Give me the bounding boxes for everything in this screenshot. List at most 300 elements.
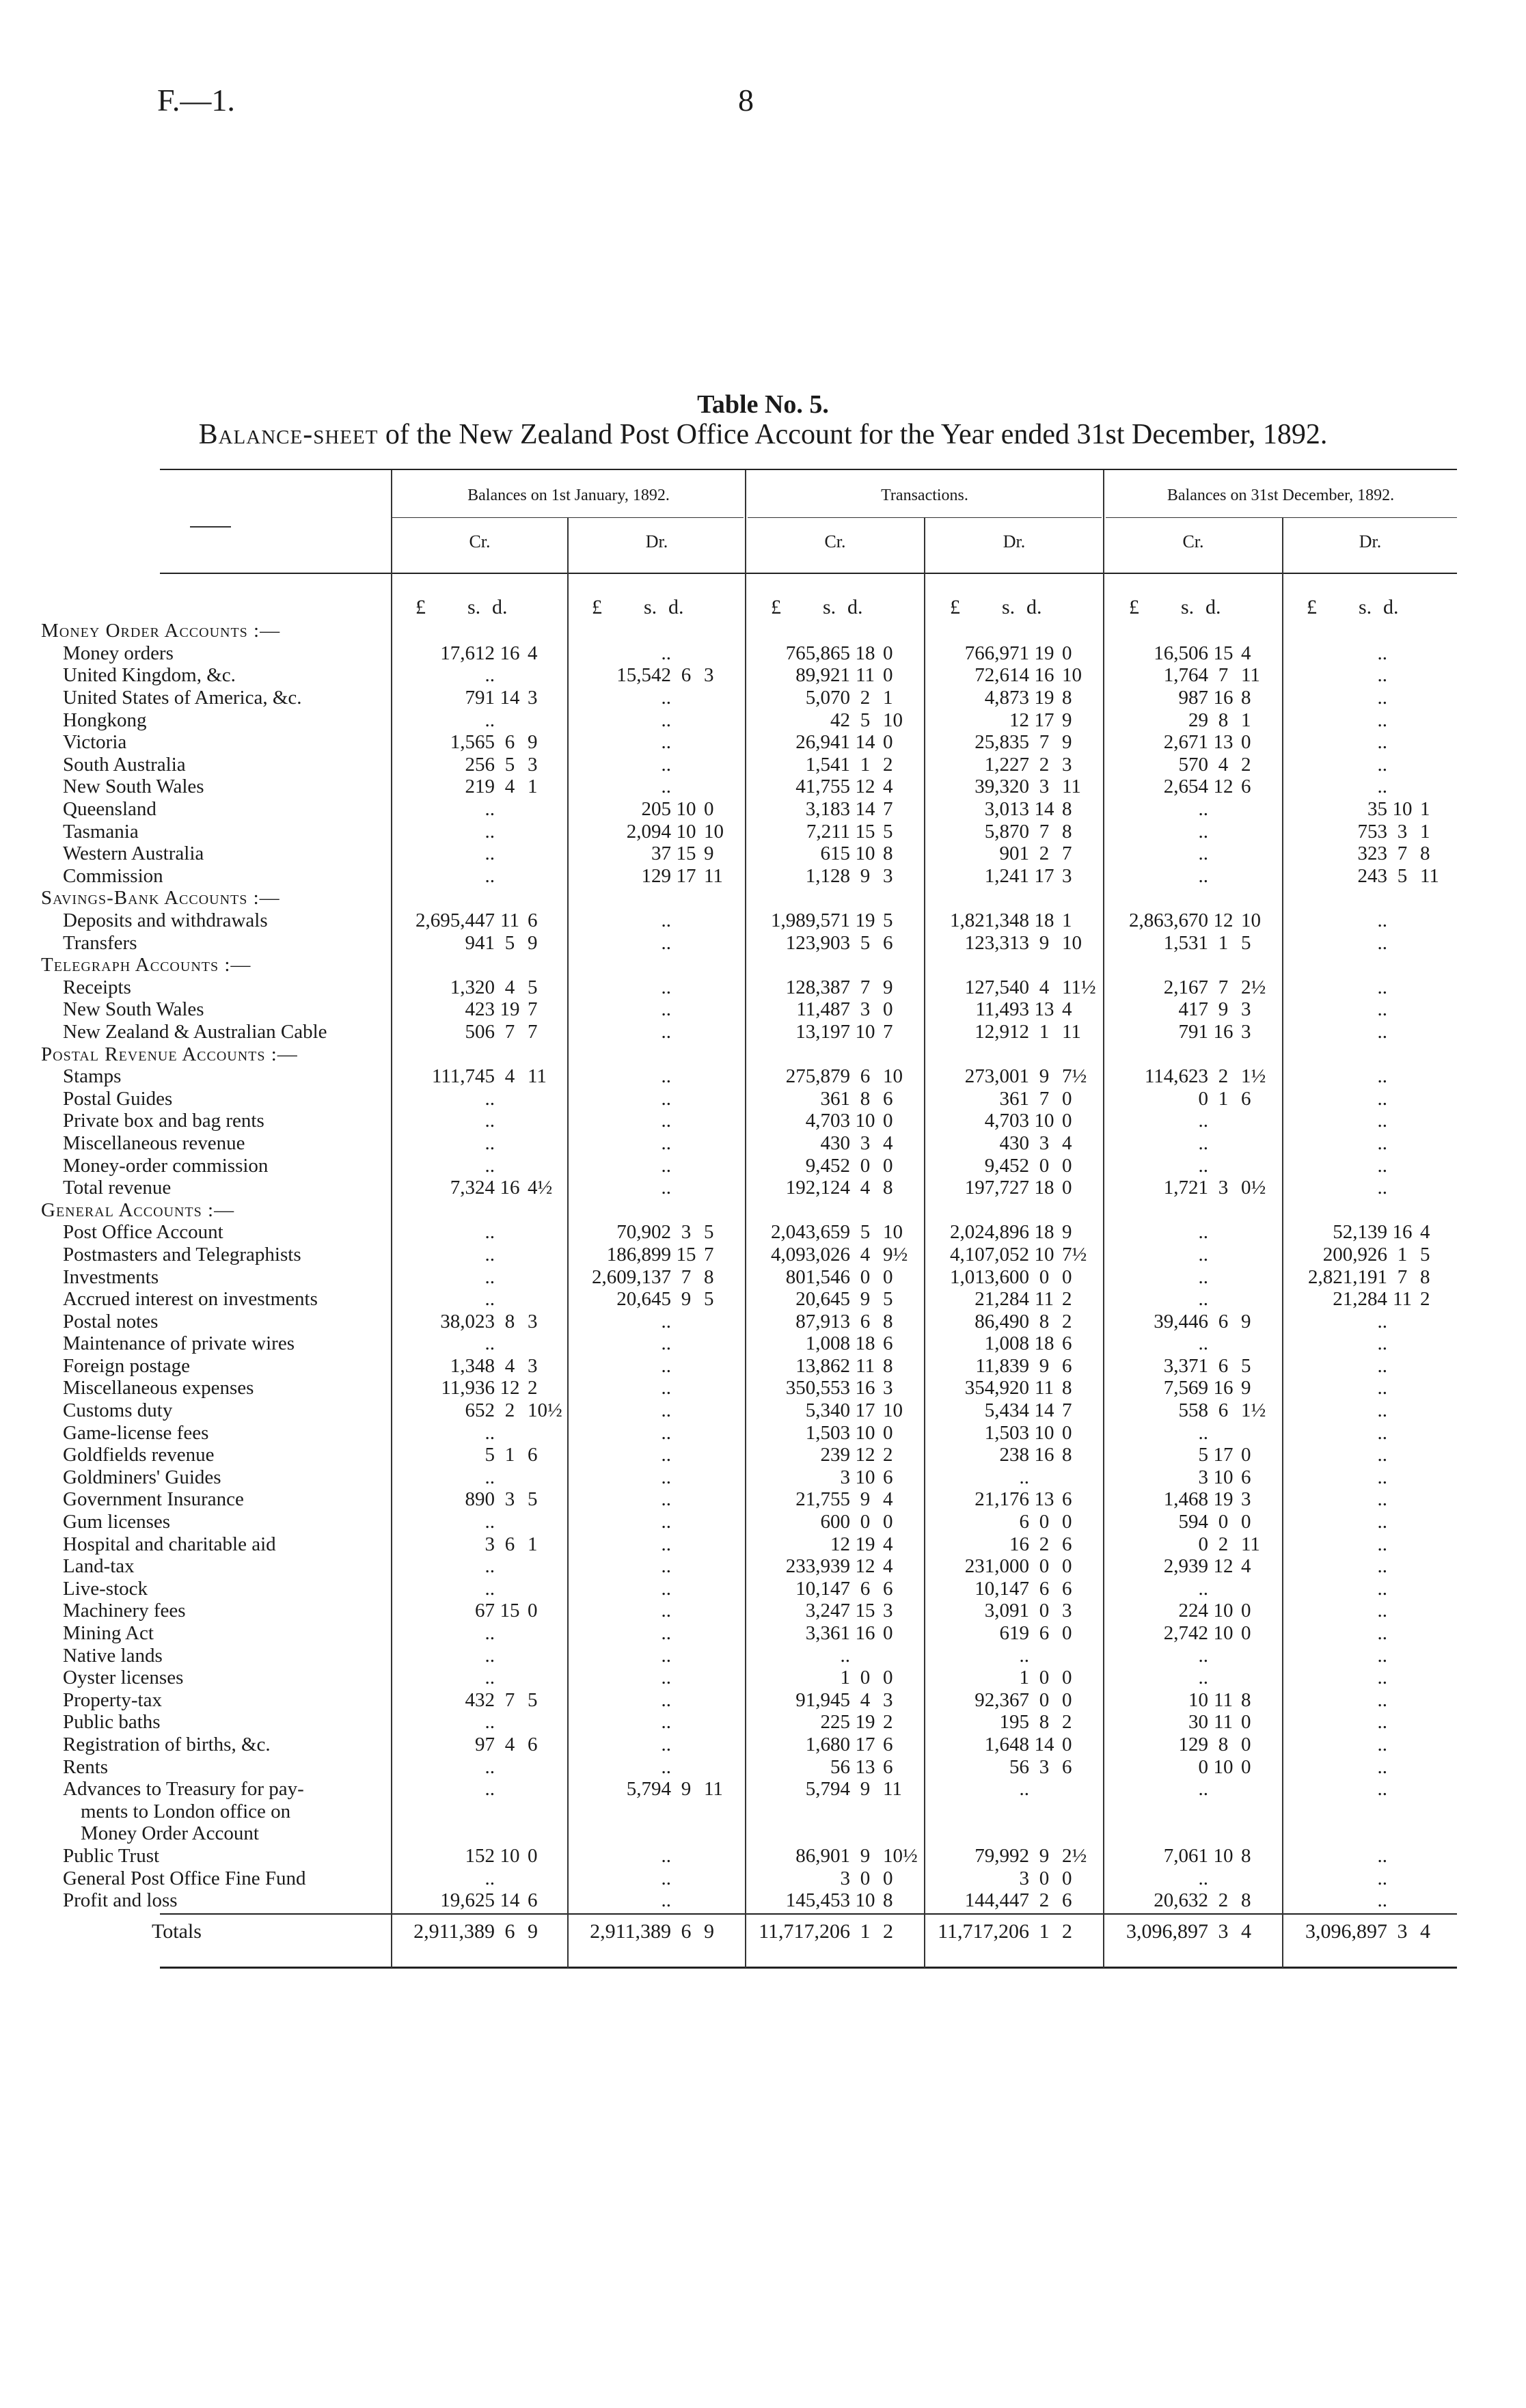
amount-pounds: .. <box>1377 909 1387 932</box>
amount-pence: 6 <box>1062 1533 1072 1555</box>
amount-pence: 0 <box>883 1867 893 1889</box>
amount-shillings: 0 <box>860 1667 871 1689</box>
amount-pence <box>1059 1466 1104 1489</box>
amount-pence <box>701 954 746 976</box>
amount-pence <box>1417 1755 1457 1778</box>
amount-pounds: 205 <box>641 798 671 821</box>
amount-pounds: 1,128 <box>805 864 850 887</box>
amount-shillings: 0 <box>1039 1154 1050 1177</box>
amount-pence <box>1417 754 1457 776</box>
amount-shillings: 19 <box>1213 1488 1234 1511</box>
table-row <box>0 1533 1457 1555</box>
amount-shillings <box>671 1822 701 1845</box>
amount-pence <box>701 1644 746 1667</box>
table-row <box>0 1622 1457 1645</box>
amount-pence <box>1238 1154 1283 1177</box>
amount-pence <box>701 1800 746 1822</box>
amount-pounds: .. <box>661 1466 671 1488</box>
amount-shillings: 6 <box>504 1920 515 1943</box>
amount-shillings: 0 <box>1039 1688 1050 1711</box>
amount-shillings <box>671 931 701 954</box>
amount-pence: 6 <box>883 1087 893 1110</box>
amount-pence: 2 <box>1420 1288 1430 1311</box>
amount-shillings <box>671 709 701 731</box>
amount-pounds: .. <box>1198 1132 1208 1154</box>
amount-pounds: 87,913 <box>795 1310 850 1332</box>
amount-pence <box>701 976 746 999</box>
amount-shillings: 14 <box>1034 1399 1054 1422</box>
amount-pence: 11 <box>704 864 723 887</box>
row-label: Profit and loss <box>63 1889 178 1912</box>
amount-shillings <box>671 1755 701 1778</box>
amount-pounds: 3,091 <box>984 1600 1029 1622</box>
amount-shillings <box>495 1154 525 1177</box>
amount-pence <box>701 1555 746 1578</box>
amount-shillings <box>671 1110 701 1132</box>
amount-pounds <box>746 1199 850 1221</box>
amount-shillings: 15 <box>676 843 696 865</box>
unit-label-s: s. <box>823 596 836 618</box>
amount-shillings <box>1208 1822 1238 1845</box>
amount-shillings <box>1387 1755 1417 1778</box>
amount-pounds: 38,023 <box>440 1310 495 1332</box>
amount-shillings <box>1387 1199 1417 1221</box>
row-label: Postmasters and Telegraphists <box>63 1243 301 1265</box>
table-row <box>0 1667 1457 1689</box>
amount-shillings: 1 <box>504 1444 515 1466</box>
amount-pounds: .. <box>661 1644 671 1667</box>
amount-shillings: 6 <box>860 1310 871 1332</box>
amount-pence: 8 <box>883 1889 893 1912</box>
row-label: Game-license fees <box>63 1421 209 1444</box>
amount-pounds: 0 <box>1198 1755 1208 1778</box>
amount-pounds: 275,879 <box>785 1065 850 1088</box>
amount-pence <box>1417 887 1457 909</box>
amount-shillings <box>850 1043 880 1065</box>
amount-pence: 4 <box>1420 1221 1430 1244</box>
amount-pounds: .. <box>1377 1577 1387 1600</box>
amount-pounds: .. <box>661 731 671 754</box>
amount-pence <box>525 1578 569 1600</box>
amount-pence <box>1059 954 1104 976</box>
row-label: Oyster licenses <box>63 1667 184 1689</box>
amount-pounds: 3,096,897 <box>1126 1920 1208 1943</box>
amount-pounds: 13,862 <box>795 1354 850 1377</box>
amount-pounds: .. <box>485 1466 495 1488</box>
amount-pounds: 145,453 <box>785 1889 850 1912</box>
amount-pence <box>1238 1043 1283 1065</box>
amount-pounds: 5,794 <box>626 1778 671 1801</box>
amount-pounds: .. <box>485 1511 495 1533</box>
group-header-opening: Balances on 1st January, 1892. <box>467 487 670 504</box>
amount-pence <box>1238 1667 1283 1689</box>
amount-pounds: 430 <box>999 1132 1029 1154</box>
amount-shillings: 11 <box>1035 1288 1054 1311</box>
amount-shillings: 16 <box>1213 1377 1234 1399</box>
row-label: Miscellaneous revenue <box>63 1132 245 1154</box>
amount-shillings: 7 <box>860 976 871 998</box>
amount-pence <box>525 1622 569 1645</box>
amount-pence <box>1059 1778 1104 1801</box>
amount-pounds: 570 <box>1178 753 1208 776</box>
amount-pence <box>525 820 569 843</box>
amount-pence <box>1417 1778 1457 1801</box>
amount-pence: 2 <box>1062 1288 1072 1311</box>
table-row <box>0 1199 1457 1221</box>
amount-pounds: 200,926 <box>1322 1243 1387 1265</box>
amount-pence <box>701 731 746 754</box>
amount-pence: 0 <box>1062 1265 1072 1288</box>
amount-pence: 0 <box>1062 1177 1072 1199</box>
amount-pounds: .. <box>1198 1110 1208 1132</box>
amount-pounds: 10,147 <box>975 1577 1029 1600</box>
amount-pounds <box>392 1043 495 1065</box>
amount-shillings <box>1208 1199 1238 1221</box>
amount-pounds: 2,911,389 <box>413 1920 495 1943</box>
amount-pounds: .. <box>1377 1332 1387 1355</box>
amount-shillings <box>671 776 701 798</box>
amount-pounds: 423 <box>465 998 495 1021</box>
amount-pence: 3 <box>883 1377 893 1399</box>
amount-pence: 3 <box>883 1688 893 1711</box>
amount-pounds: 21,176 <box>975 1488 1029 1511</box>
amount-shillings <box>1208 1800 1238 1822</box>
amount-pence: 3 <box>528 753 538 776</box>
amount-pounds: .. <box>1377 731 1387 754</box>
amount-pence <box>1417 731 1457 754</box>
amount-pence <box>880 1043 925 1065</box>
amount-shillings: 4 <box>504 976 515 998</box>
amount-pence <box>1417 642 1457 665</box>
amount-shillings: 15 <box>500 1600 520 1622</box>
amount-shillings <box>671 687 701 709</box>
amount-pence <box>1417 1578 1457 1600</box>
amount-pence <box>1417 1822 1457 1845</box>
amount-pounds <box>1283 620 1387 642</box>
row-label: United Kingdom, &c. <box>63 664 236 687</box>
amount-pounds: 12,912 <box>975 1020 1029 1043</box>
amount-pence: 0 <box>883 1667 893 1689</box>
amount-pence: 6 <box>883 1755 893 1778</box>
amount-shillings: 16 <box>500 642 520 664</box>
amount-pounds: .. <box>661 909 671 932</box>
table-row <box>0 731 1457 754</box>
row-label: Transfers <box>63 931 137 954</box>
amount-shillings <box>1387 1399 1417 1422</box>
amount-shillings: 2 <box>1218 1065 1229 1088</box>
row-label: Total revenue <box>63 1177 172 1199</box>
amount-pence <box>701 1889 746 1912</box>
amount-shillings <box>1029 1043 1059 1065</box>
amount-pounds: 432 <box>465 1688 495 1711</box>
amount-shillings: 9 <box>681 1288 692 1311</box>
amount-pounds: .. <box>1377 1065 1387 1088</box>
amount-pounds: 5,434 <box>984 1399 1029 1422</box>
amount-pence <box>525 1711 569 1734</box>
amount-shillings <box>671 1555 701 1578</box>
amount-pence: 11 <box>1241 664 1260 687</box>
amount-pounds <box>392 1822 495 1845</box>
amount-pounds: 1,989,571 <box>771 909 850 932</box>
amount-pounds: 7,569 <box>1163 1377 1208 1399</box>
amount-pence: 4 <box>1420 1920 1430 1943</box>
amount-pounds: 5 <box>485 1444 495 1466</box>
amount-shillings <box>671 1488 701 1511</box>
table-row <box>0 798 1457 821</box>
amount-pounds <box>1104 1043 1208 1065</box>
amount-shillings: 19 <box>855 1533 875 1555</box>
amount-pence: 5 <box>883 820 893 843</box>
amount-shillings <box>495 1711 525 1734</box>
amount-pence: 8 <box>883 1310 893 1332</box>
amount-pounds: 594 <box>1178 1511 1208 1533</box>
amount-shillings: 6 <box>1039 1622 1050 1645</box>
table-row <box>0 1600 1457 1622</box>
table-row <box>0 1043 1457 1065</box>
table-row <box>0 1132 1457 1155</box>
amount-pence <box>525 1511 569 1533</box>
amount-pence: 4 <box>1241 1920 1251 1943</box>
amount-pence: 11 <box>704 1778 723 1801</box>
amount-pounds: 17,612 <box>440 642 495 664</box>
amount-pence: 0 <box>1062 1622 1072 1645</box>
amount-pounds: 35 <box>1367 798 1387 821</box>
amount-pounds: .. <box>1377 1154 1387 1177</box>
table-row <box>0 1377 1457 1399</box>
amount-pence: 6 <box>883 1466 893 1488</box>
amount-pounds: 114,623 <box>1144 1065 1208 1088</box>
amount-pence <box>525 1087 569 1110</box>
amount-shillings <box>495 1755 525 1778</box>
amount-shillings <box>1387 1711 1417 1734</box>
amount-shillings: 5 <box>1397 864 1408 887</box>
amount-pence: 8 <box>1062 798 1072 821</box>
amount-pounds: .. <box>1198 1221 1208 1244</box>
amount-pence: 9 <box>1241 1377 1251 1399</box>
amount-pounds: .. <box>1198 1778 1208 1801</box>
amount-pence <box>525 1755 569 1778</box>
amount-pence: 10 <box>1062 931 1082 954</box>
amount-pence: 6 <box>528 1733 538 1755</box>
amount-pounds: .. <box>1198 820 1208 843</box>
amount-pounds: 70,902 <box>616 1221 671 1244</box>
amount-pounds: .. <box>485 1867 495 1889</box>
amount-shillings <box>1208 1288 1238 1311</box>
row-label: Public Trust <box>63 1844 160 1867</box>
amount-pence: 4 <box>883 1533 893 1555</box>
table-row <box>0 887 1457 909</box>
amount-pounds: 558 <box>1178 1399 1208 1422</box>
amount-shillings: 19 <box>1034 687 1054 709</box>
amount-shillings <box>495 843 525 865</box>
amount-pounds: .. <box>485 709 495 731</box>
amount-shillings <box>495 709 525 731</box>
amount-pence <box>1417 1689 1457 1712</box>
amount-shillings <box>1208 1265 1238 1288</box>
amount-pence <box>1417 1845 1457 1867</box>
amount-shillings <box>495 1667 525 1689</box>
amount-pence <box>701 1177 746 1199</box>
amount-pounds: 7,211 <box>806 820 850 843</box>
amount-shillings <box>1208 1778 1238 1801</box>
amount-pence: 11 <box>1241 1533 1260 1555</box>
amount-pounds <box>1104 1822 1208 1845</box>
amount-pounds: .. <box>1198 843 1208 865</box>
amount-pounds: .. <box>1198 1421 1208 1444</box>
amount-pence: 1½ <box>1241 1399 1266 1422</box>
amount-shillings: 9 <box>860 1488 871 1511</box>
amount-shillings: 4 <box>1039 976 1050 998</box>
amount-pence <box>525 1199 569 1221</box>
amount-shillings: 12 <box>855 1444 875 1466</box>
amount-shillings: 6 <box>681 664 692 687</box>
amount-pounds: .. <box>1377 976 1387 998</box>
amount-pounds: 37 <box>651 843 671 865</box>
amount-pence <box>1417 1399 1457 1422</box>
amount-shillings: 7 <box>504 1020 515 1043</box>
amount-pounds: 195 <box>999 1711 1029 1734</box>
amount-pence <box>525 1800 569 1822</box>
amount-pounds: 6 <box>1019 1511 1029 1533</box>
amount-pounds: .. <box>1377 1354 1387 1377</box>
amount-pounds: 11,717,206 <box>938 1920 1029 1943</box>
amount-pence: 5 <box>1241 931 1251 954</box>
row-label: Postal notes <box>63 1310 159 1332</box>
amount-pounds <box>1104 954 1208 976</box>
amount-pence <box>1417 976 1457 999</box>
amount-shillings <box>850 1822 880 1845</box>
amount-pounds: .. <box>661 642 671 664</box>
amount-pence <box>525 1110 569 1132</box>
unit-label-s: s. <box>1181 596 1195 618</box>
amount-pence <box>1417 1734 1457 1756</box>
amount-pence: 3 <box>1062 1600 1072 1622</box>
amount-pence: 2½ <box>1241 976 1266 998</box>
amount-pounds <box>925 1800 1029 1822</box>
amount-pounds: .. <box>1377 1399 1387 1422</box>
amount-pounds: 9,452 <box>805 1154 850 1177</box>
amount-pence: 0 <box>1241 1444 1251 1466</box>
amount-shillings <box>1208 1132 1238 1155</box>
amount-pounds: .. <box>485 1132 495 1154</box>
amount-pounds: 225 <box>820 1711 850 1734</box>
amount-pounds: 1,503 <box>984 1421 1029 1444</box>
amount-pence <box>1238 1132 1283 1155</box>
amount-pounds: 21,284 <box>975 1288 1029 1311</box>
amount-pence: 10 <box>883 1399 903 1422</box>
amount-shillings <box>1387 954 1417 976</box>
table-row <box>0 820 1457 843</box>
amount-pence: 11½ <box>1062 976 1096 998</box>
amount-pounds: 12 <box>830 1533 850 1555</box>
amount-shillings: 5 <box>860 709 871 731</box>
amount-pounds <box>569 954 671 976</box>
amount-pounds: .. <box>485 1221 495 1244</box>
col-header-dr: Dr. <box>1003 532 1026 551</box>
amount-pence: 11 <box>528 1065 547 1088</box>
amount-shillings <box>671 1021 701 1043</box>
amount-pounds: .. <box>1019 1644 1029 1667</box>
amount-shillings <box>1387 1867 1417 1889</box>
amount-shillings: 10 <box>855 1110 875 1132</box>
amount-pounds: .. <box>661 1600 671 1622</box>
amount-pence: 2 <box>1062 1310 1072 1332</box>
amount-shillings <box>1208 843 1238 865</box>
amount-shillings <box>671 1667 701 1689</box>
amount-pence <box>1238 1288 1283 1311</box>
amount-shillings <box>495 1466 525 1489</box>
amount-shillings: 7 <box>1218 976 1229 998</box>
amount-pence <box>701 1444 746 1466</box>
amount-pounds: 3 <box>485 1533 495 1555</box>
amount-pence: 4½ <box>528 1177 553 1199</box>
amount-pence: 2 <box>1062 1920 1072 1943</box>
amount-pounds: 12 <box>1009 709 1029 731</box>
amount-shillings <box>1387 1444 1417 1466</box>
amount-shillings: 4 <box>504 776 515 798</box>
amount-pence <box>701 998 746 1021</box>
amount-shillings: 9 <box>1039 1354 1050 1377</box>
amount-pence <box>1417 1622 1457 1645</box>
amount-pounds <box>569 1043 671 1065</box>
amount-pence <box>701 1755 746 1778</box>
amount-shillings <box>495 664 525 687</box>
amount-pence <box>1417 1110 1457 1132</box>
table-row <box>0 865 1457 888</box>
amount-shillings <box>671 1177 701 1199</box>
amount-pounds: .. <box>661 1733 671 1755</box>
amount-pounds: 16,506 <box>1154 642 1208 664</box>
amount-shillings: 12 <box>1213 1555 1234 1578</box>
amount-shillings: 17 <box>855 1733 875 1755</box>
amount-shillings <box>1029 1800 1059 1822</box>
amount-pence: 8 <box>883 1177 893 1199</box>
amount-shillings: 0 <box>860 1265 871 1288</box>
amount-pence: 5 <box>528 976 538 998</box>
amount-pence: 5 <box>883 909 893 932</box>
amount-pence <box>880 620 925 642</box>
document-reference: F.—1. <box>157 83 235 118</box>
amount-shillings <box>671 1711 701 1734</box>
amount-pounds: 2,671 <box>1163 731 1208 754</box>
amount-pence <box>1417 1065 1457 1088</box>
amount-pence <box>525 1822 569 1845</box>
amount-pence <box>1238 798 1283 821</box>
amount-pounds: 1,320 <box>450 976 495 998</box>
amount-pounds: .. <box>1377 1555 1387 1578</box>
amount-pence <box>701 1533 746 1555</box>
amount-pence: 3 <box>528 1310 538 1332</box>
amount-shillings: 6 <box>1218 1399 1229 1422</box>
amount-pounds: .. <box>1377 1466 1387 1488</box>
amount-pounds <box>746 1800 850 1822</box>
amount-shillings <box>1208 620 1238 642</box>
amount-pence: 1 <box>1420 798 1430 821</box>
amount-pence <box>1417 1533 1457 1555</box>
amount-pence <box>701 887 746 909</box>
amount-shillings: 10 <box>1213 1466 1234 1488</box>
amount-shillings: 8 <box>860 1087 871 1110</box>
amount-pounds: .. <box>485 1778 495 1801</box>
amount-pounds: .. <box>1198 1265 1208 1288</box>
amount-pence: 3 <box>883 1600 893 1622</box>
amount-shillings: 18 <box>1034 909 1054 932</box>
amount-pounds: .. <box>485 1644 495 1667</box>
row-label: Native lands <box>63 1644 163 1667</box>
amount-pence <box>880 954 925 976</box>
amount-pence <box>525 1265 569 1288</box>
table-row <box>0 1065 1457 1088</box>
